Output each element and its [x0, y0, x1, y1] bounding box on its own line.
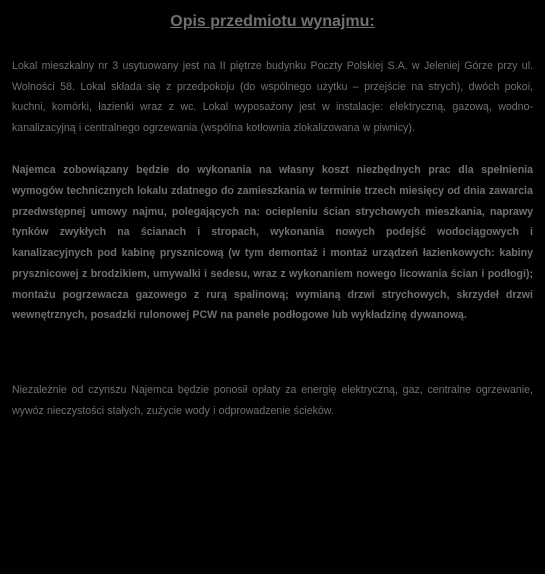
paragraph-tenant-obligations: Najemca zobowiązany będzie do wykonania na własny koszt niezbędnych prac dla spełnienia wymogów technicznych lokalu zdatnego do zamieszkania w terminie trzech miesięcy od dnia zawarcia przedwstępnej umowy najmu, polegających na: ociepleniu ścian strychowych mieszkania, naprawy tynków zwykłych na ścianach i stropach, wykonania nowych podejść wodociągowych i kanalizacyjnych pod kabinę prysznicową (w tym demontaż i montaż urządzeń łazienkowych: kabiny prysznicowej z brodzikiem, umywalki i sedesu, wraz z wykonaniem nowego licowania ścian i podłogi); montażu pogrzewacza gazowego z rurą spalinową; wymianą drzwi strychowych, skrzydeł drzwi wewnętrznych, posadzki rulonowej PCW na panele podłogowe lub wykładzinę dywanową. — [12, 164, 533, 322]
paragraph-premises-description: Lokal mieszkalny nr 3 usytuowany jest na II piętrze budynku Poczty Polskiej S.A. w Jeleniej Górze przy ul. Wolności 58. Lokal składa się z przedpokoju (do wspólnego użytku – przejście na strych), dwóch pokoi, kuchni, komórki, łazienki wraz z wc. Lokal wyposażony jest w instalacje: elektryczną, gazową, wodno-kanalizacyjną i centralnego ogrzewania (wspólna kotłownia zlokalizowana w piwnicy). — [12, 60, 533, 134]
paragraph-additional-fees: Niezależnie od czynszu Najemca będzie ponosił opłaty za energię elektryczną, gaz, centralne ogrzewanie, wywóz nieczystości stałych, zużycie wody i odprowadzenie ścieków. — [12, 384, 533, 417]
document-heading: Opis przedmiotu wynajmu: — [170, 13, 375, 30]
